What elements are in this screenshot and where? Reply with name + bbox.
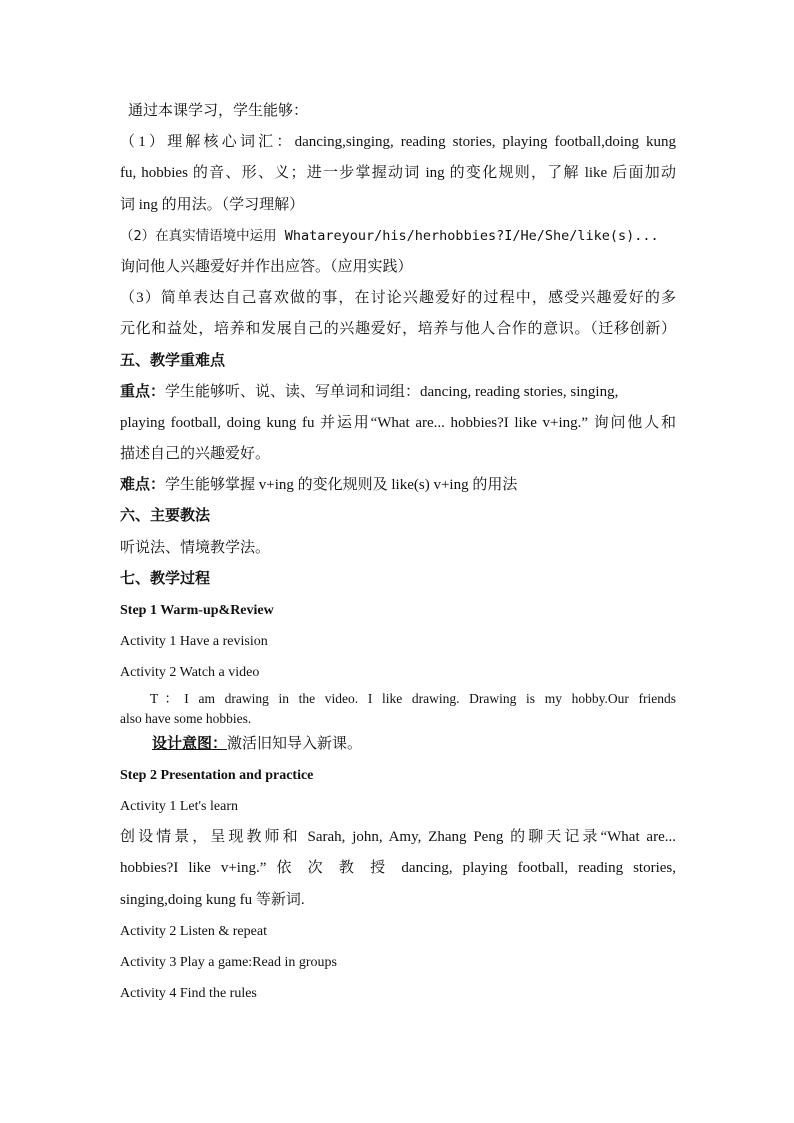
- difficult-points-label: 难点：: [120, 477, 166, 494]
- step-1-heading: Step 1 Warm-up&Review: [120, 603, 274, 618]
- teacher-line-1: T：I am drawing in the video. I like drawing. Drawing is my hobby.Our friends: [150, 690, 676, 706]
- objective-1-line-3: 词 ing 的用法。（学习理解）: [120, 196, 305, 213]
- objective-1-line-1: （1）理解核心词汇：dancing,singing, reading stories, playing football,doing kung: [120, 134, 676, 151]
- key-points-text: 学生能够听、说、读、写单词和词组：dancing, reading stories, singing,: [165, 383, 619, 400]
- section-7-heading: 七、教学过程: [120, 570, 211, 587]
- key-points-label: 重点：: [120, 383, 166, 400]
- key-points-line-2: playing football, doing kung fu 并运用“What are... hobbies?I like v+ing.” 询问他人和: [120, 414, 676, 431]
- key-points-line-1: [120, 377, 676, 408]
- step-2-activity-4: Activity 4 Find the rules: [120, 986, 257, 1002]
- section-6-text: 听说法、情境教学法。: [120, 539, 271, 556]
- objective-1-line-2: fu, hobbies 的音、形、义；进一步掌握动词 ing 的变化规则，了解 like 后面加动: [120, 165, 676, 182]
- teacher-line-2: also have some hobbies.: [120, 710, 252, 726]
- objective-2-line-2: 询问他人兴趣爱好并作出应答。（应用实践）: [120, 258, 413, 275]
- objective-2-line-1: （2）在真实情语境中运用 Whatareyour/his/herhobbies?I/He/She/like(s)...: [120, 227, 659, 244]
- document-page: [120, 96, 676, 1009]
- design-intent-label: 设计意图：: [152, 735, 228, 752]
- step-2-activity-2: Activity 2 Listen & repeat: [120, 923, 267, 939]
- intro-text: 通过本课学习，学生能够：: [128, 103, 309, 119]
- step-2-heading: Step 2 Presentation and practice: [120, 767, 314, 783]
- presentation-line-2: hobbies?I like v+ing.” 依 次 教 授 dancing, playing football, reading stories,: [120, 860, 676, 877]
- step-1-activity-2: Activity 2 Watch a video: [120, 665, 260, 681]
- step-1-activity-1: Activity 1 Have a revision: [120, 634, 268, 650]
- presentation-line-3: singing,doing kung fu 等新词.: [120, 891, 305, 908]
- presentation-line-1: 创设情景，呈现教师和 Sarah, john, Amy, Zhang Peng 的聊天记录“What are...: [120, 829, 676, 846]
- objective-3-line-1: （3）简单表达自己喜欢做的事，在讨论兴趣爱好的过程中，感受兴趣爱好的多: [120, 290, 676, 307]
- step-2-activity-3: Activity 3 Play a game:Read in groups: [120, 954, 337, 970]
- section-6-heading: 六、主要教法: [120, 508, 211, 525]
- key-points-line-3: 描述自己的兴趣爱好。: [120, 446, 271, 463]
- section-5-heading: 五、教学重难点: [120, 352, 226, 369]
- difficult-points-text: 学生能够掌握 v+ing 的变化规则及 like(s) v+ing 的用法: [165, 477, 518, 494]
- step-2-activity-1: Activity 1 Let's learn: [120, 798, 238, 814]
- difficult-points-line: [120, 470, 676, 501]
- objective-3-line-2: 元化和益处，培养和发展自己的兴趣爱好，培养与他人合作的意识。（迁移创新）: [120, 321, 676, 338]
- design-intent-text: 激活旧知导入新课。: [227, 735, 363, 752]
- design-intent-line: [120, 729, 676, 760]
